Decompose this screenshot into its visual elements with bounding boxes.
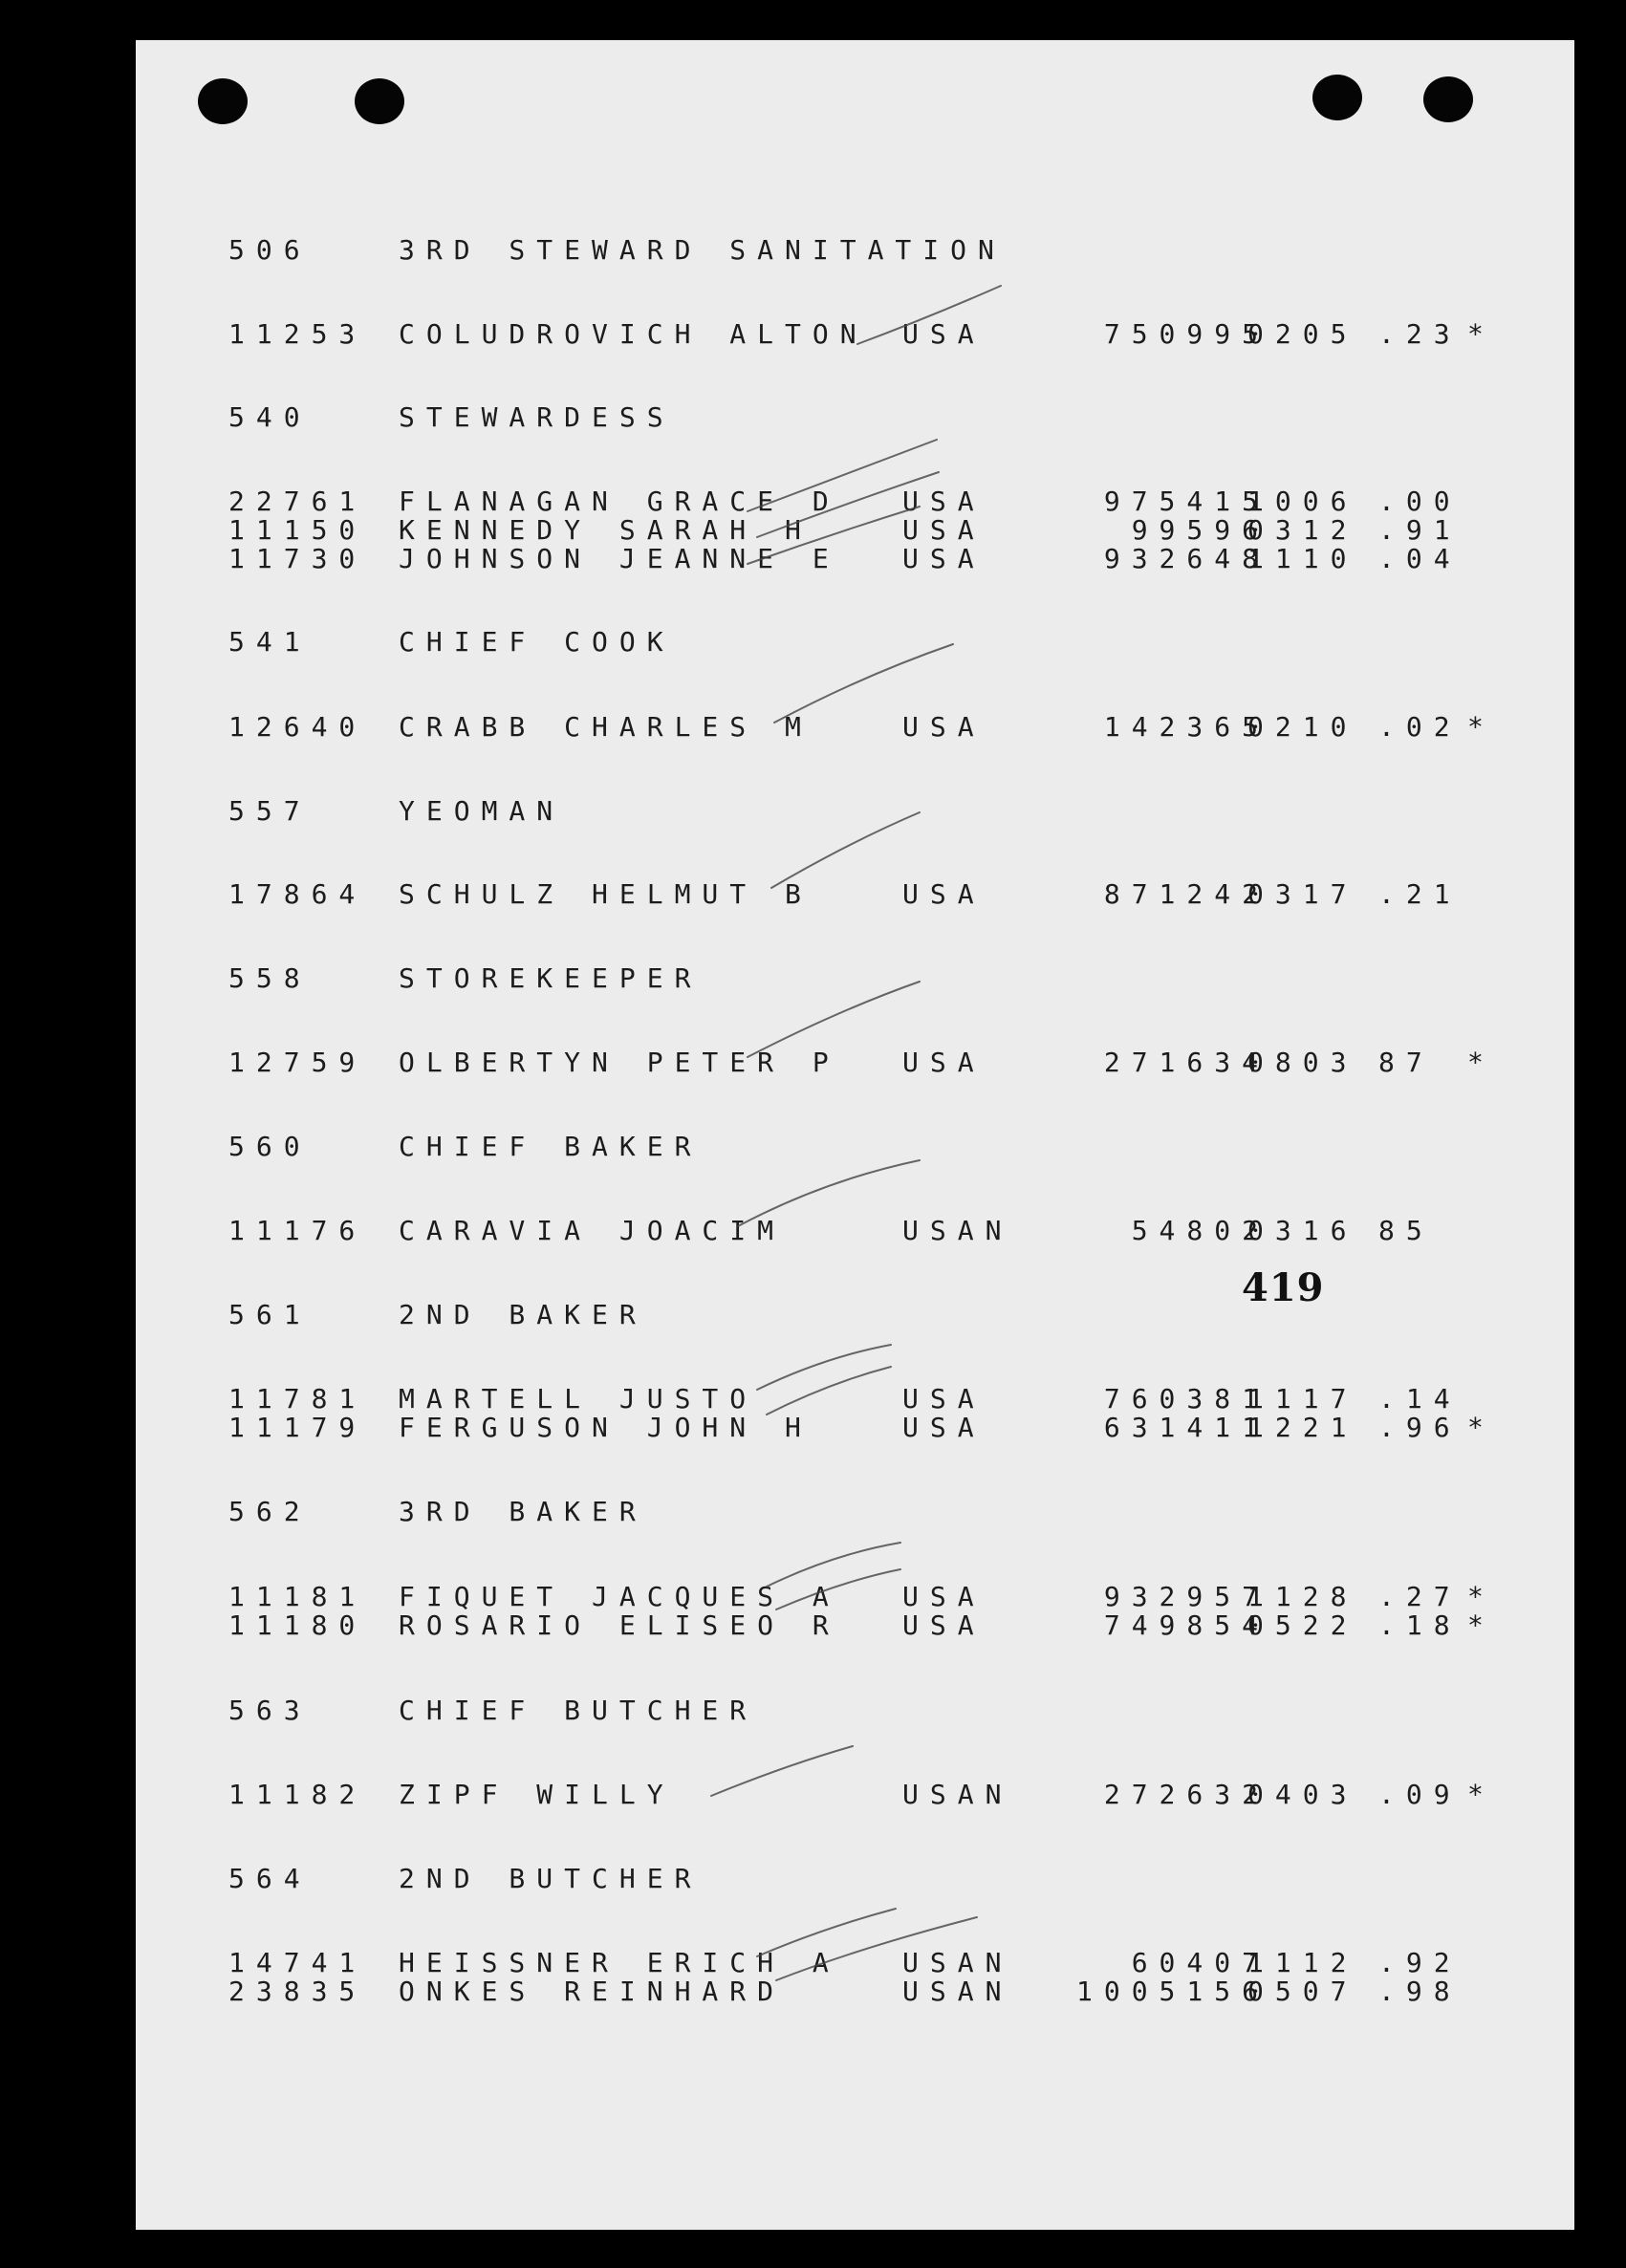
crew-name: SCHULZ HELMUT B xyxy=(399,878,813,910)
crew-nationality: USA xyxy=(902,1383,986,1415)
crew-id: 12759 xyxy=(228,1047,367,1078)
crew-row xyxy=(136,1383,1574,1415)
crew-row xyxy=(136,1047,1574,1079)
crew-rate: .09 xyxy=(1378,1779,1462,1810)
section-heading xyxy=(136,962,1574,995)
crew-number: 54802 xyxy=(1131,1215,1269,1246)
crew-date: 0522 xyxy=(1247,1609,1358,1641)
crew-rate: 85 xyxy=(1378,1215,1434,1246)
section-code: 562 xyxy=(228,1496,312,1527)
crew-nationality: USA xyxy=(902,543,986,574)
crew-id: 11181 xyxy=(228,1581,367,1612)
crew-rate: 87 xyxy=(1378,1047,1434,1078)
crew-name: MARTELL JUSTO xyxy=(399,1383,758,1415)
crew-name: OLBERTYN PETER P xyxy=(399,1047,840,1078)
crew-id: 11150 xyxy=(228,514,367,546)
crew-name: CARAVIA JOACIM xyxy=(399,1215,786,1246)
crew-date: 1112 xyxy=(1247,1947,1358,1978)
section-code: 563 xyxy=(228,1695,312,1726)
crew-date: 1128 xyxy=(1247,1581,1358,1612)
section-heading xyxy=(136,1131,1574,1163)
crew-nationality: USA xyxy=(902,1609,986,1641)
crew-row xyxy=(136,1779,1574,1811)
crew-nationality: USA xyxy=(902,514,986,546)
crew-nationality: USAN xyxy=(902,1779,1013,1810)
crew-nationality: USA xyxy=(902,1412,986,1443)
crew-date: 0210 xyxy=(1247,711,1358,743)
crew-id: 11730 xyxy=(228,543,367,574)
crew-number: 272632 xyxy=(1103,1779,1269,1810)
crew-id: 14741 xyxy=(228,1947,367,1978)
crew-id: 11253 xyxy=(228,318,367,350)
crew-date: 1110 xyxy=(1247,543,1358,574)
crew-number: 1005156 xyxy=(1075,1976,1269,2007)
crew-name: KENNEDY SARAH H xyxy=(399,514,813,546)
crew-name: JOHNSON JEANNE E xyxy=(399,543,840,574)
crew-mark: * xyxy=(1467,1412,1495,1443)
crew-name: CRABB CHARLES M xyxy=(399,711,813,743)
section-code: 561 xyxy=(228,1299,312,1330)
section-code: 558 xyxy=(228,962,312,994)
crew-date: 0317 xyxy=(1247,878,1358,910)
crew-name: HEISSNER ERICH A xyxy=(399,1947,840,1978)
section-heading xyxy=(136,1863,1574,1895)
section-heading xyxy=(136,626,1574,659)
crew-name: FERGUSON JOHN H xyxy=(399,1412,813,1443)
crew-row xyxy=(136,486,1574,518)
crew-rate: .96 xyxy=(1378,1412,1462,1443)
crew-id: 12640 xyxy=(228,711,367,743)
section-code: 560 xyxy=(228,1131,312,1162)
section-heading xyxy=(136,1496,1574,1528)
crew-name: ROSARIO ELISEO R xyxy=(399,1609,840,1641)
crew-name: COLUDROVICH ALTON xyxy=(399,318,868,350)
crew-id: 11182 xyxy=(228,1779,367,1810)
crew-mark: * xyxy=(1467,1609,1495,1641)
crew-row xyxy=(136,1976,1574,2008)
crew-number: 631411 xyxy=(1103,1412,1269,1443)
crew-name: ONKES REINHARD xyxy=(399,1976,786,2007)
page-number-stamp: 419 xyxy=(1242,1265,1325,1310)
crew-id: 17864 xyxy=(228,878,367,910)
section-title: 2ND BAKER xyxy=(399,1299,647,1330)
punch-hole xyxy=(355,78,404,124)
crew-row xyxy=(136,1581,1574,1613)
crew-rate: .98 xyxy=(1378,1976,1462,2007)
crew-number: 99596 xyxy=(1131,514,1269,546)
crew-mark: * xyxy=(1467,1779,1495,1810)
section-title: STEWARDESS xyxy=(399,401,675,433)
crew-mark: * xyxy=(1467,318,1495,350)
section-title: CHIEF COOK xyxy=(399,626,675,658)
crew-rate: .21 xyxy=(1378,878,1462,910)
crew-nationality: USA xyxy=(902,318,986,350)
section-heading xyxy=(136,401,1574,434)
crew-date: 0316 xyxy=(1247,1215,1358,1246)
crew-id: 23835 xyxy=(228,1976,367,2007)
crew-mark: * xyxy=(1467,1047,1495,1078)
crew-nationality: USAN xyxy=(902,1947,1013,1978)
crew-row xyxy=(136,711,1574,744)
section-heading xyxy=(136,1695,1574,1727)
crew-row xyxy=(136,543,1574,575)
crew-id: 22761 xyxy=(228,486,367,517)
crew-date: 0312 xyxy=(1247,514,1358,546)
crew-id: 11176 xyxy=(228,1215,367,1246)
crew-rate: .14 xyxy=(1378,1383,1462,1415)
punch-hole xyxy=(198,78,248,124)
section-code: 541 xyxy=(228,626,312,658)
crew-date: 1006 xyxy=(1247,486,1358,517)
crew-row xyxy=(136,514,1574,547)
crew-nationality: USA xyxy=(902,711,986,743)
section-title: STOREKEEPER xyxy=(399,962,703,994)
crew-rate: .27 xyxy=(1378,1581,1462,1612)
crew-name: ZIPF WILLY xyxy=(399,1779,675,1810)
crew-nationality: USAN xyxy=(902,1215,1013,1246)
section-code: 540 xyxy=(228,401,312,433)
crew-rate: .23 xyxy=(1378,318,1462,350)
crew-date: 0205 xyxy=(1247,318,1358,350)
section-heading xyxy=(136,234,1574,267)
crew-number: 749854 xyxy=(1103,1609,1269,1641)
crew-rate: .91 xyxy=(1378,514,1462,546)
crew-name: FLANAGAN GRACE D xyxy=(399,486,840,517)
crew-id: 11180 xyxy=(228,1609,367,1641)
crew-nationality: USA xyxy=(902,486,986,517)
crew-row xyxy=(136,1609,1574,1642)
crew-number: 932648 xyxy=(1103,543,1269,574)
section-title: 2ND BUTCHER xyxy=(399,1863,703,1894)
section-title: CHIEF BAKER xyxy=(399,1131,703,1162)
crew-name: FIQUET JACQUES A xyxy=(399,1581,840,1612)
crew-number: 750995 xyxy=(1103,318,1269,350)
crew-rate: .04 xyxy=(1378,543,1462,574)
crew-number: 760381 xyxy=(1103,1383,1269,1415)
crew-row xyxy=(136,318,1574,351)
manifest-page xyxy=(136,40,1574,2230)
crew-date: 0507 xyxy=(1247,1976,1358,2007)
crew-date: 1117 xyxy=(1247,1383,1358,1415)
section-title: YEOMAN xyxy=(399,795,565,827)
crew-date: 1221 xyxy=(1247,1412,1358,1443)
crew-id: 11179 xyxy=(228,1412,367,1443)
crew-nationality: USAN xyxy=(902,1976,1013,2007)
section-heading xyxy=(136,1299,1574,1331)
crew-row xyxy=(136,1215,1574,1247)
crew-date: 0403 xyxy=(1247,1779,1358,1810)
crew-nationality: USA xyxy=(902,878,986,910)
crew-date: 0803 xyxy=(1247,1047,1358,1078)
crew-mark: * xyxy=(1467,711,1495,743)
crew-rate: .92 xyxy=(1378,1947,1462,1978)
punch-hole xyxy=(1423,76,1473,122)
crew-number: 60407 xyxy=(1131,1947,1269,1978)
crew-number: 932957 xyxy=(1103,1581,1269,1612)
section-code: 506 xyxy=(228,234,312,266)
crew-number: 871242 xyxy=(1103,878,1269,910)
crew-row xyxy=(136,1412,1574,1444)
crew-rate: .00 xyxy=(1378,486,1462,517)
section-title: 3RD STEWARD SANITATION xyxy=(399,234,1006,266)
section-heading xyxy=(136,795,1574,828)
crew-id: 11781 xyxy=(228,1383,367,1415)
crew-nationality: USA xyxy=(902,1581,986,1612)
crew-row xyxy=(136,878,1574,911)
crew-row xyxy=(136,1947,1574,1979)
section-title: CHIEF BUTCHER xyxy=(399,1695,758,1726)
section-title: 3RD BAKER xyxy=(399,1496,647,1527)
section-code: 557 xyxy=(228,795,312,827)
crew-number: 142365 xyxy=(1103,711,1269,743)
crew-number: 271634 xyxy=(1103,1047,1269,1078)
crew-number: 975415 xyxy=(1103,486,1269,517)
crew-rate: .02 xyxy=(1378,711,1462,743)
crew-nationality: USA xyxy=(902,1047,986,1078)
section-code: 564 xyxy=(228,1863,312,1894)
crew-rate: .18 xyxy=(1378,1609,1462,1641)
crew-mark: * xyxy=(1467,1581,1495,1612)
punch-hole xyxy=(1312,75,1362,120)
